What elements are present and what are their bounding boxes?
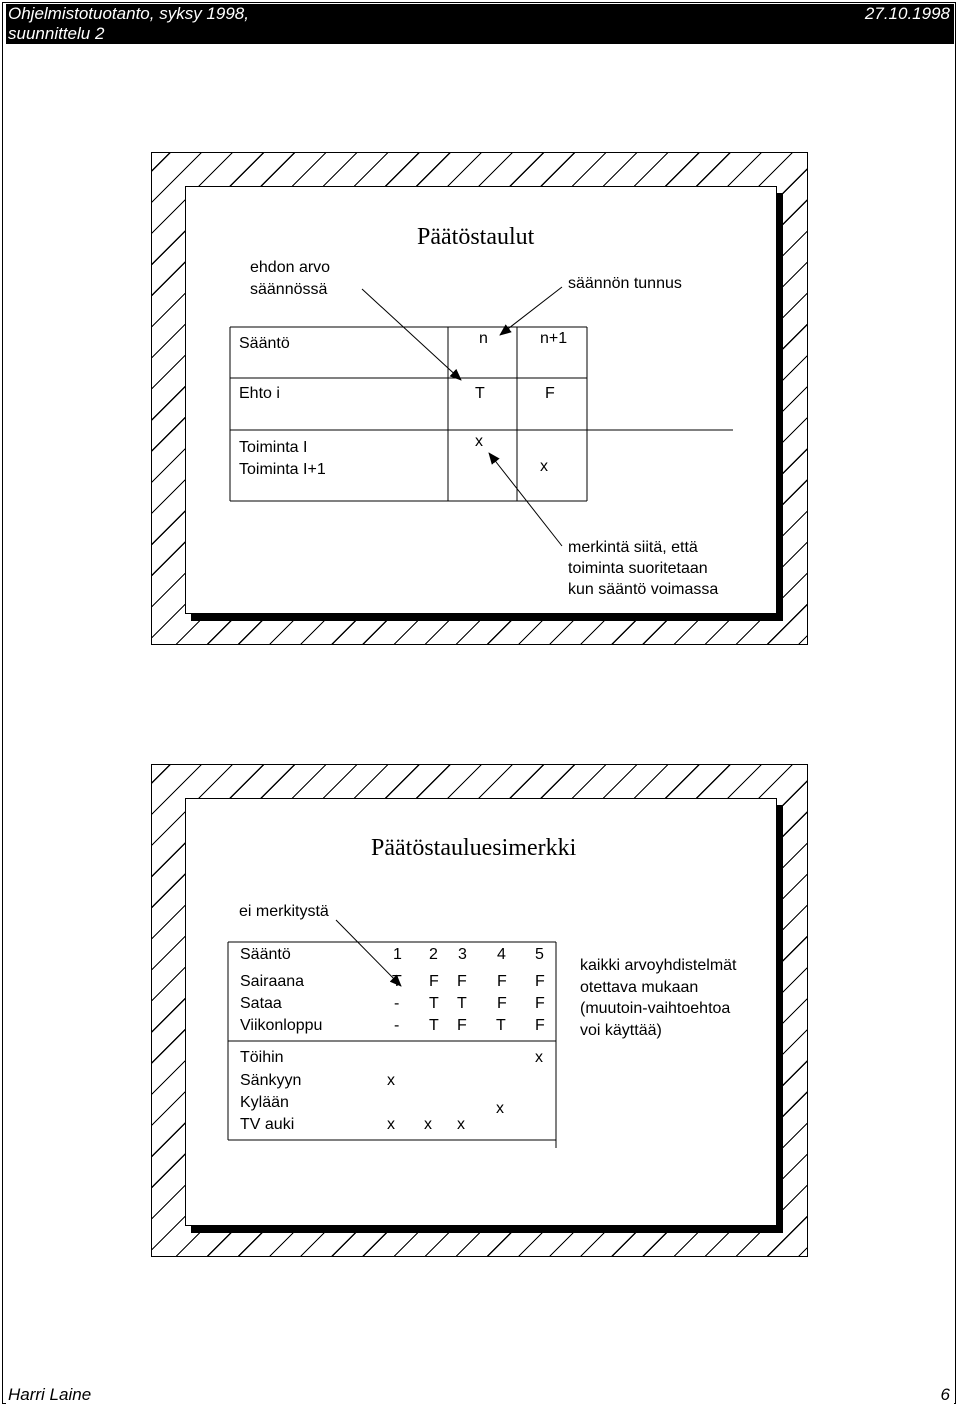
cell-c1-r2: F bbox=[429, 973, 439, 990]
slide2-title: Päätöstauluesimerkki bbox=[371, 835, 577, 861]
footer-author: Harri Laine bbox=[8, 1385, 92, 1404]
header-subtitle: suunnittelu 2 bbox=[8, 24, 105, 43]
cell-c2-r2: T bbox=[429, 995, 439, 1012]
row-rule-label: Sääntö bbox=[239, 335, 290, 352]
cell-c3-r3: F bbox=[457, 1017, 467, 1034]
note-all-line2: otettava mukaan bbox=[580, 979, 699, 996]
note-condition-line1: ehdon arvo bbox=[250, 259, 331, 276]
rule-number-1: 1 bbox=[393, 946, 402, 963]
note-mark-line3: kun sääntö voimassa bbox=[568, 581, 719, 598]
rule-n-plus-1: n+1 bbox=[540, 330, 568, 347]
header-date: 27.10.1998 bbox=[864, 4, 950, 23]
cell-c2-r5: F bbox=[535, 995, 545, 1012]
action-label-tv-auki: TV auki bbox=[240, 1116, 295, 1133]
cell-c2-r4: F bbox=[497, 995, 507, 1012]
footer-page-number: 6 bbox=[940, 1385, 950, 1404]
note-mark-line2: toiminta suoritetaan bbox=[568, 560, 708, 577]
rule-number-5: 5 bbox=[535, 946, 544, 963]
note-condition-line2: säännössä bbox=[250, 281, 328, 298]
cell-c2-r1: - bbox=[394, 995, 400, 1012]
rule-header-label: Sääntö bbox=[240, 946, 291, 963]
rule-number-2: 2 bbox=[429, 946, 438, 963]
note-all-line3: (muutoin-vaihtoehtoa bbox=[580, 1000, 731, 1017]
rule-number-3: 3 bbox=[458, 946, 467, 963]
cell-a4-r2: x bbox=[424, 1116, 432, 1133]
action-mark-n: x bbox=[475, 433, 483, 450]
action-label-sankyyn: Sänkyyn bbox=[240, 1072, 302, 1089]
note-dont-care: ei merkitystä bbox=[239, 903, 329, 920]
row-condition-label: Ehto i bbox=[239, 385, 280, 402]
cell-c3-r1: - bbox=[394, 1017, 400, 1034]
cell-a3-r4: x bbox=[496, 1100, 504, 1117]
note-mark-line1: merkintä siitä, että bbox=[568, 539, 698, 556]
action-mark-n-plus-1: x bbox=[540, 458, 548, 475]
cell-c3-r5: F bbox=[535, 1017, 545, 1034]
row-action-label-1: Toiminta I bbox=[239, 439, 308, 456]
cell-c1-r3: F bbox=[457, 973, 467, 990]
cell-a4-r3: x bbox=[457, 1116, 465, 1133]
rule-n: n bbox=[479, 330, 488, 347]
cell-a1-r5: x bbox=[535, 1049, 543, 1066]
page-footer bbox=[6, 1384, 954, 1404]
rule-number-4: 4 bbox=[497, 946, 506, 963]
cell-a2-r1: x bbox=[387, 1072, 395, 1089]
cell-c3-r4: T bbox=[496, 1017, 506, 1034]
condition-value-n: T bbox=[475, 385, 485, 402]
condition-label-sairaana: Sairaana bbox=[240, 973, 305, 990]
row-action-label-2: Toiminta I+1 bbox=[239, 461, 326, 478]
note-rule-id: säännön tunnus bbox=[568, 275, 682, 292]
note-all-line1: kaikki arvoyhdistelmät bbox=[580, 957, 737, 974]
condition-label-viikonloppu: Viikonloppu bbox=[240, 1017, 323, 1034]
cell-a4-r1: x bbox=[387, 1116, 395, 1133]
slide1-title: Päätöstaulut bbox=[417, 224, 535, 250]
action-label-toihin: Töihin bbox=[240, 1049, 284, 1066]
cell-c1-r5: F bbox=[535, 973, 545, 990]
cell-c1-r1: T bbox=[392, 973, 402, 990]
cell-c3-r2: T bbox=[429, 1017, 439, 1034]
action-label-kylaan: Kylään bbox=[240, 1094, 289, 1111]
note-all-line4: voi käyttää) bbox=[580, 1022, 662, 1039]
cell-c2-r3: T bbox=[457, 995, 467, 1012]
header-course: Ohjelmistotuotanto, syksy 1998, bbox=[8, 4, 249, 23]
condition-label-sataa: Sataa bbox=[240, 995, 282, 1012]
cell-c1-r4: F bbox=[497, 973, 507, 990]
condition-value-n-plus-1: F bbox=[545, 385, 555, 402]
